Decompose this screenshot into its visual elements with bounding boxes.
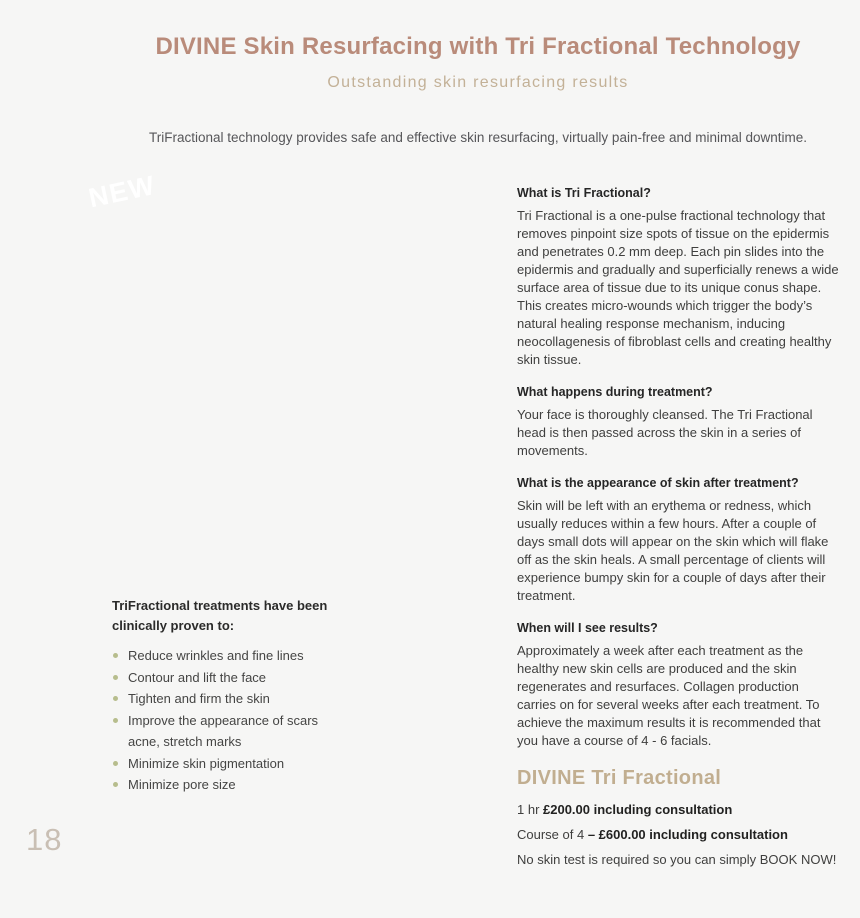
faq-heading: What happens during treatment? <box>517 384 713 399</box>
pricing-heading: DIVINE Tri Fractional <box>517 767 722 789</box>
benefit-label: Contour and lift the face <box>128 669 267 685</box>
bullet-icon <box>113 761 118 766</box>
bullet-icon <box>113 718 118 723</box>
faq-section-results <box>517 619 839 750</box>
price-course-amount: – £600.00 including consultation <box>587 827 788 842</box>
faq-heading: What is Tri Fractional? <box>517 185 651 200</box>
bullet-icon <box>113 782 118 787</box>
price-amount: £200.00 including consultation <box>543 802 733 817</box>
intro-text: TriFractional technology provides safe and effective skin resurfacing, virtually pain-free and minimal downtime. <box>148 130 808 145</box>
faq-body: Your face is thoroughly cleansed. The Tri Fractional head is then passed across the skin in a series of movements. <box>517 407 813 458</box>
faq-section-what-is <box>517 184 839 369</box>
page-number: 18 <box>26 822 63 857</box>
faq-section-during-treatment <box>517 383 839 460</box>
faq-body: Approximately a week after each treatment as the healthy new skin cells are produced and the skin regenerates and resurfaces. Collagen production carries on for several weeks after each treatment. To achieve the maximum results it is recommended that you have a course of 4 - 6 facials. <box>517 643 821 748</box>
benefits-heading: TriFractional treatments have been clinically proven to: <box>112 598 328 633</box>
benefit-item <box>112 688 362 710</box>
benefit-label: Minimize skin pigmentation <box>128 755 285 771</box>
price-duration: 1 hr <box>517 802 544 817</box>
pricing-panel <box>517 767 839 867</box>
faq-body: Tri Fractional is a one-pulse fractional technology that removes pinpoint size spots of tissue on the epidermis and penetrates 0.2 mm deep. Each pin slides into the epidermis and gradually and superficially renews a wide surface area of tissue due to its unique conus shape. This creates micro-wounds which trigger the body’s natural healing response mechanism, inducing neocollagenesis of fibroblast cells and creating healthy skin tissue. <box>517 208 839 367</box>
faq-heading: What is the appearance of skin after treatment? <box>517 475 799 490</box>
new-badge: NEW <box>86 169 159 214</box>
benefit-label: Tighten and firm the skin <box>128 691 270 706</box>
benefit-label: Minimize pore size <box>128 777 236 792</box>
faq-body: Skin will be left with an erythema or redness, which usually reduces within a few hours. After a couple of days small dots will appear on the skin which will flake off as the skin heals. A small percentage of clients will experience bumpy skin for a couple of days after their treatment. <box>517 498 829 603</box>
faq-column <box>517 184 839 877</box>
benefits-list <box>112 645 362 796</box>
benefit-item <box>112 753 362 775</box>
bullet-icon <box>113 675 118 680</box>
benefit-label: Reduce wrinkles and fine lines <box>128 648 304 663</box>
benefit-label <box>128 710 318 753</box>
benefit-item <box>112 710 362 753</box>
benefit-item <box>112 667 362 689</box>
price-line-single <box>517 802 839 817</box>
booking-note: No skin test is required so you can simply BOOK NOW! <box>517 852 837 867</box>
bullet-icon <box>113 696 118 701</box>
benefit-item <box>112 774 362 796</box>
price-line-course <box>517 827 839 842</box>
benefit-label-line1: Improve the appearance of scars <box>128 712 319 728</box>
faq-section-appearance-after <box>517 474 839 605</box>
page-header <box>96 34 860 92</box>
faq-heading: When will I see results? <box>517 620 658 635</box>
benefits-panel <box>112 596 362 796</box>
bullet-icon <box>113 653 118 658</box>
price-course-label: Course of 4 <box>517 827 588 842</box>
benefit-item <box>112 645 362 667</box>
page-title: DIVINE Skin Resurfacing with Tri Fractional Technology <box>155 33 801 60</box>
benefit-label-line2: acne, stretch marks <box>128 734 242 749</box>
page-subtitle: Outstanding skin resurfacing results <box>327 74 629 92</box>
